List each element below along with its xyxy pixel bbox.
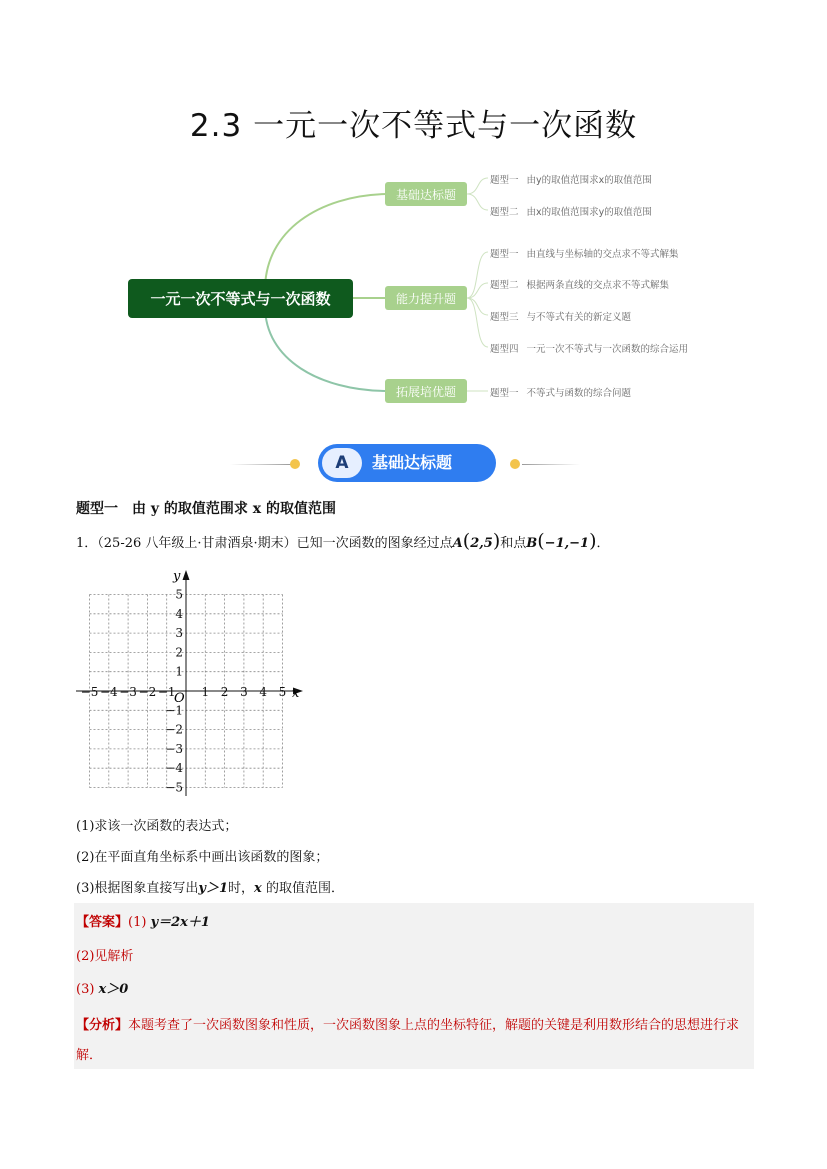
y-tick-label: −2 — [165, 722, 183, 737]
y-tick-label: 5 — [175, 587, 183, 602]
x-tick-label: −1 — [157, 685, 176, 699]
x-tick-label: −2 — [138, 685, 157, 699]
banner-line-right — [522, 464, 580, 465]
mind-map-branches — [0, 0, 827, 430]
x-tick-label: 4 — [259, 685, 268, 699]
mind-map-category-advanced: 能力提升题 — [385, 286, 467, 310]
mind-map-leaf: 题型一 由y的取值范围求x的取值范围 — [490, 175, 652, 186]
section-banner — [230, 444, 580, 484]
subquestion-3: (3)根据图象直接写出y＞1时，x 的取值范围． — [76, 881, 344, 896]
x-tick-label: −3 — [119, 685, 137, 699]
y-axis-label: y — [173, 569, 181, 584]
mind-map-root: 一元一次不等式与一次函数 — [128, 279, 353, 318]
y-tick-label: 1 — [175, 664, 183, 679]
banner-dot-right — [510, 459, 520, 469]
answer-line-1: 【答案】(1) y＝2x＋1 — [76, 915, 210, 930]
point-b-coords: −1,−1 — [544, 536, 590, 551]
y-tick-label: −5 — [165, 780, 183, 795]
y-tick-label: −4 — [165, 761, 183, 776]
x-tick-label: −5 — [80, 685, 99, 699]
banner-pill — [318, 444, 496, 482]
point-b-name: B — [526, 536, 538, 551]
mind-map-category-basic: 基础达标题 — [385, 182, 467, 206]
y-axis-arrow — [183, 570, 190, 580]
question-stem-middle: 和点 — [500, 536, 527, 551]
coordinate-grid — [74, 564, 314, 804]
page-title: 2.3 一元一次不等式与一次函数 — [189, 108, 638, 144]
point-a-coords: 2,5 — [470, 536, 493, 551]
question-stem: 已知一次函数的图象经过点 — [296, 536, 453, 551]
mind-map-leaf: 题型四 一元一次不等式与一次函数的综合运用 — [490, 344, 689, 355]
mind-map-leaf: 题型一 由直线与坐标轴的交点求不等式解集 — [490, 249, 679, 260]
mind-map-leaf: 题型一 不等式与函数的综合问题 — [490, 388, 632, 399]
x-tick-label: 3 — [240, 685, 248, 699]
origin-label: O — [174, 691, 185, 706]
y-tick-label: −3 — [165, 741, 183, 756]
y-tick-label: 2 — [175, 645, 183, 660]
subquestion-2: (2)在平面直角坐标系中画出该函数的图象； — [76, 850, 329, 865]
banner-line-left — [230, 464, 292, 465]
subquestion-1: (1)求该一次函数的表达式； — [76, 819, 238, 834]
mind-map-leaf: 题型三 与不等式有关的新定义题 — [490, 312, 632, 323]
mind-map — [0, 0, 827, 430]
y-tick-label: 4 — [175, 606, 183, 621]
banner-dot-left — [290, 459, 300, 469]
x-tick-label: 1 — [201, 685, 210, 699]
x-tick-label: 2 — [220, 685, 229, 699]
question-source: （25-26 八年级上·甘肃酒泉·期末） — [97, 536, 297, 551]
question-type-heading: 题型一 由 y 的取值范围求 x 的取值范围 — [76, 501, 336, 517]
x-tick-label: 5 — [278, 685, 287, 699]
answer-line-2: (2)见解析 — [76, 949, 134, 964]
banner-label: 基础达标题 — [372, 453, 453, 472]
answer-line-3: (3) x＞0 — [76, 982, 129, 997]
point-a-name: A — [452, 536, 463, 551]
y-tick-label: 3 — [175, 626, 183, 641]
y-tick-label: −1 — [165, 703, 183, 718]
mind-map-category-extension: 拓展培优题 — [385, 379, 467, 403]
banner-letter: A — [322, 448, 362, 478]
x-tick-label: −4 — [99, 685, 118, 699]
answer-analysis: 【分析】本题考查了一次函数图象和性质，一次函数图象上点的坐标特征，解题的关键是利用数形结合的思想进行求解． — [76, 1018, 740, 1063]
question-number: 1． — [76, 536, 98, 551]
answer-box — [74, 903, 754, 1069]
mind-map-leaf: 题型二 由x的取值范围求y的取值范围 — [490, 207, 652, 218]
x-axis-label: x — [292, 686, 300, 701]
mind-map-leaf: 题型二 根据两条直线的交点求不等式解集 — [490, 280, 670, 291]
question-1: 1．（25-26 八年级上·甘肃酒泉·期末）已知一次函数的图象经过点A(2,5)和点B(−1,−1)． — [76, 530, 610, 552]
